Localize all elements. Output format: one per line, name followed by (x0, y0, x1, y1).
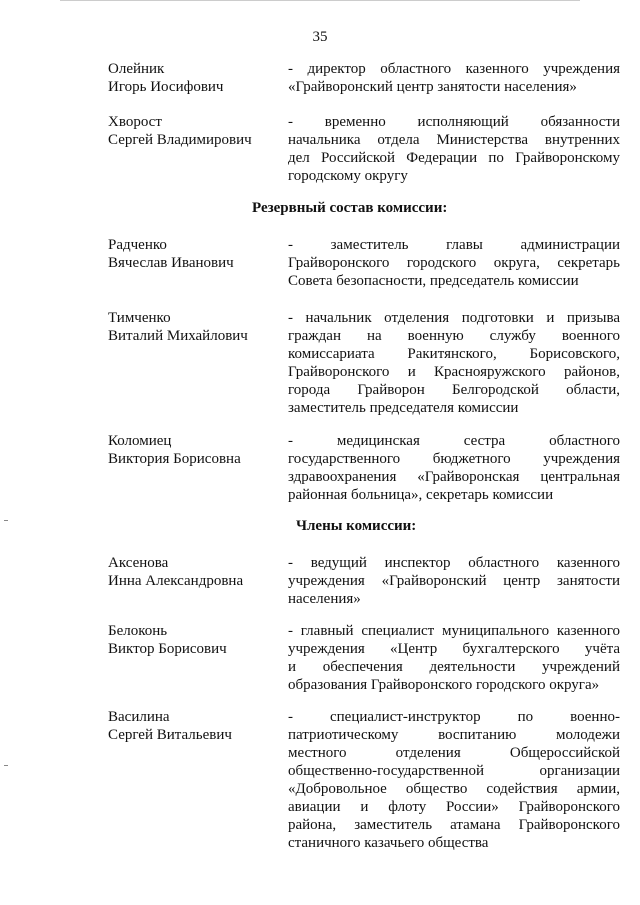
position-description (288, 309, 620, 417)
description-line: - главный специалист муниципального казенного (288, 623, 620, 639)
description-line: - директор областного казенного учреждения (288, 61, 620, 77)
surname: Хворост (108, 114, 162, 130)
given-names: Инна Александровна (108, 573, 244, 589)
given-names: Вячеслав Иванович (108, 255, 234, 271)
description-line: «Добровольное общество содействия армии, (288, 781, 620, 797)
description-line: государственного бюджетного учреждения (288, 451, 620, 467)
description-line: - заместитель главы администрации (288, 237, 620, 253)
person-name (108, 554, 288, 608)
scan-edge-line (60, 0, 580, 1)
given-names: Сергей Витальевич (108, 727, 232, 743)
surname: Радченко (108, 237, 167, 253)
surname: Белоконь (108, 623, 168, 639)
description-line: заместитель председателя комиссии (288, 400, 519, 416)
surname: Аксенова (108, 555, 169, 571)
description-line: - ведущий инспектор областного казенного (288, 555, 620, 571)
description-line: местного отделения Общероссийской (288, 745, 620, 761)
description-line: городскому округу (288, 168, 408, 184)
position-description (288, 622, 620, 694)
position-description (288, 708, 620, 852)
description-line: дел Российской Федерации по Грайворонскому (288, 150, 620, 166)
description-line: Грайворонского городского округа, секретарь (288, 255, 620, 271)
person-name (108, 113, 288, 185)
description-line: населения» (288, 591, 361, 607)
scan-mark (4, 765, 8, 766)
description-line: учреждения «Грайворонский центр занятости (288, 573, 620, 589)
description-line: Грайворонского и Краснояружского районов, (288, 364, 620, 380)
description-line: начальника отдела Министерства внутренних (288, 132, 620, 148)
commission-entry (108, 60, 620, 96)
given-names: Игорь Иосифович (108, 79, 224, 95)
commission-entry (108, 309, 620, 417)
person-name (108, 309, 288, 417)
description-line: граждан на военную службу военного (288, 328, 620, 344)
commission-entry (108, 236, 620, 290)
description-line: «Грайворонский центр занятости населения» (288, 79, 577, 95)
surname: Тимченко (108, 310, 171, 326)
surname: Олейник (108, 61, 165, 77)
page-number: 35 (312, 29, 328, 45)
scan-mark (4, 520, 8, 521)
description-line: патриотическому воспитанию молодежи (288, 727, 620, 743)
commission-entry (108, 432, 620, 504)
description-line: комиссариата Ракитянского, Борисовского, (288, 346, 620, 362)
description-line: - начальник отделения подготовки и призыва (288, 310, 620, 326)
section-heading-members: Члены комиссии: (296, 518, 417, 534)
given-names: Виктор Борисович (108, 641, 227, 657)
person-name (108, 622, 288, 694)
position-description (288, 236, 620, 290)
commission-entry (108, 113, 620, 185)
position-description (288, 60, 620, 96)
person-name (108, 60, 288, 96)
person-name (108, 708, 288, 852)
description-line: авиации и флоту России» Грайворонского (288, 799, 620, 815)
surname: Василина (108, 709, 170, 725)
surname: Коломиец (108, 433, 172, 449)
given-names: Виталий Михайлович (108, 328, 248, 344)
description-line: станичного казачьего общества (288, 835, 489, 851)
description-line: и обеспечения деятельности учреждений (288, 659, 620, 675)
position-description (288, 113, 620, 185)
description-line: района, заместитель атамана Грайворонского (288, 817, 620, 833)
commission-entry (108, 554, 620, 608)
given-names: Виктория Борисовна (108, 451, 241, 467)
description-line: учреждения «Центр бухгалтерского учёта (288, 641, 620, 657)
person-name (108, 236, 288, 290)
description-line: общественно-государственной организации (288, 763, 620, 779)
description-line: - специалист-инструктор по военно- (288, 709, 620, 725)
description-line: - временно исполняющий обязанности (288, 114, 620, 130)
person-name (108, 432, 288, 504)
position-description (288, 554, 620, 608)
position-description (288, 432, 620, 504)
description-line: образования Грайворонского городского округа» (288, 677, 600, 693)
description-line: Совета безопасности, председатель комиссии (288, 273, 579, 289)
given-names: Сергей Владимирович (108, 132, 252, 148)
description-line: города Грайворон Белгородской области, (288, 382, 620, 398)
description-line: районная больница», секретарь комиссии (288, 487, 554, 503)
commission-entry (108, 708, 620, 852)
description-line: - медицинская сестра областного (288, 433, 620, 449)
section-heading-reserve: Резервный состав комиссии: (252, 200, 448, 216)
commission-entry (108, 622, 620, 694)
description-line: здравоохранения «Грайворонская центральная (288, 469, 620, 485)
